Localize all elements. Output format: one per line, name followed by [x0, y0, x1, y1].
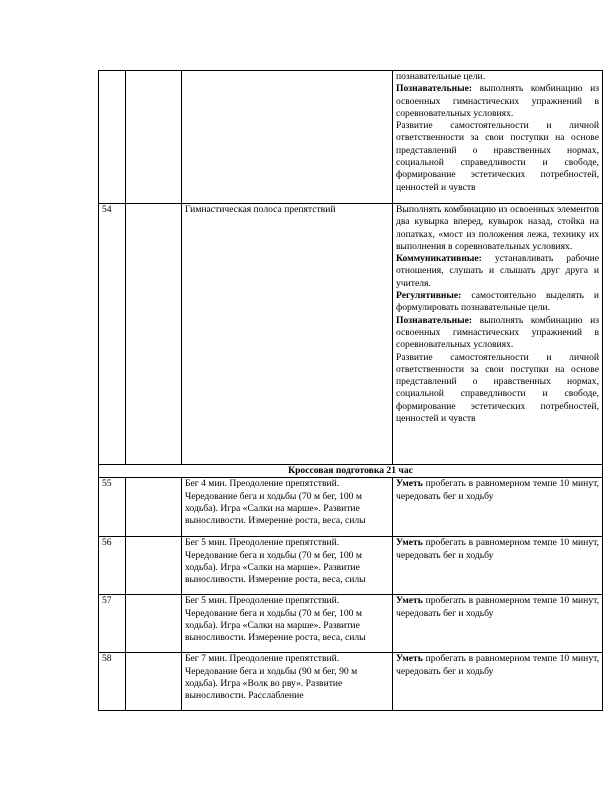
outcomes-cell: [393, 478, 603, 537]
skill-text: пробегать в равномерном темпе 10 минут, чередовать бег и ходьбу: [396, 595, 599, 619]
activity-cell: Гимнастическая полоса препятствий: [182, 204, 393, 465]
table-row-54: [99, 204, 603, 465]
outcomes-cell: [393, 71, 603, 204]
date-cell: [126, 595, 182, 653]
table-row-55: [99, 478, 603, 537]
outcome-personal: Развитие самостоятельности и личной ответственности за свои поступки на основе представлений о нравственных нормах, социальной справедливости и свободе, формирование эстетических потребностей, ценностей и чувств: [396, 120, 599, 193]
outcome-text: познавательные цели.: [396, 71, 486, 82]
communicative-label: Коммуникативные:: [396, 253, 482, 265]
date-cell: [126, 478, 182, 537]
lesson-number-cell: 55: [99, 478, 126, 537]
cognitive-text: выполнять комбинацию из освоенных гимнастических упражнений в соревновательных условиях.: [396, 314, 600, 351]
lesson-number-cell: 56: [99, 537, 126, 595]
outcomes-cell: [393, 537, 603, 595]
outcome-regulative: [396, 290, 599, 315]
skill-label: Уметь: [396, 653, 423, 665]
section-header-row: [99, 465, 603, 478]
outcome-personal: Развитие самостоятельности и личной ответственности за свои поступки на основе представлений о нравственных нормах, социальной справедливости и свободе, формирование эстетических потребностей, ценностей и чувств: [396, 351, 599, 425]
date-cell: [126, 71, 182, 204]
lesson-number-cell: [99, 71, 126, 204]
skill-label: Уметь: [396, 478, 423, 490]
outcome-intro: Выполнять комбинацию из освоенных элементов два кувырка вперед, кувырок назад, стойка на лопатках, «мост из положения лежа, технику их выполнения в соревновательных условиях.: [396, 204, 599, 252]
skill-text: пробегать в равномерном темпе 10 минут, чередовать бег и ходьбу: [396, 537, 599, 561]
date-cell: [126, 204, 182, 465]
table-row-continued: [99, 71, 603, 204]
outcome-cognitive: [396, 83, 599, 120]
outcomes-cell: [393, 595, 603, 653]
regulative-text: самостоятельно выделять и формулировать познавательные цели.: [396, 290, 600, 314]
activity-cell: Бег 7 мин. Преодоление препятствий. Чередование бега и ходьбы (90 м бег, 90 м ходьба). Игра «Волк во рву». Развитие выносливости. Расслабление: [182, 653, 393, 711]
activity-cell: Бег 4 мин. Преодоление препятствий. Чередование бега и ходьбы (70 м бег, 100 м ходьба). Игра «Салки на марше». Развитие выносливости. Измерение роста, веса, силы: [182, 478, 393, 537]
outcomes-cell: [393, 204, 603, 465]
outcome-communicative: [396, 253, 599, 290]
communicative-text: устанавливать рабочие отношения, слушать и слышать друг друга и учителя.: [396, 253, 599, 289]
activity-cell: Бег 5 мин. Преодоление препятствий. Чередование бега и ходьбы (70 м бег, 100 м ходьба). Игра «Салки на марше». Развитие выносливости. Измерение роста, веса, силы: [182, 595, 393, 653]
skill-label: Уметь: [396, 595, 423, 607]
skill-text: пробегать в равномерном темпе 10 минут, чередовать бег и ходьбу: [396, 653, 599, 677]
table-row-56: [99, 537, 603, 595]
cognitive-label: Познавательные:: [396, 314, 473, 326]
date-cell: [126, 537, 182, 595]
lesson-number-cell: 57: [99, 595, 126, 653]
outcomes-cell: [393, 653, 603, 711]
outcome-cognitive: [396, 315, 599, 352]
skill-label: Уметь: [396, 537, 423, 549]
lesson-number-cell: 54: [99, 204, 126, 465]
lesson-plan-table: [98, 70, 603, 711]
table-row-58: [99, 653, 603, 711]
table-row-57: [99, 595, 603, 653]
regulative-label: Регулятивные:: [396, 290, 462, 302]
skill-text: пробегать в равномерном темпе 10 минут, чередовать бег и ходьбу: [396, 478, 599, 502]
date-cell: [126, 653, 182, 711]
activity-cell: [182, 71, 393, 204]
cognitive-label: Познавательные:: [396, 83, 473, 95]
cognitive-text: выполнять комбинацию из освоенных гимнастических упражнений в соревновательных условиях.: [396, 83, 600, 119]
activity-cell: Бег 5 мин. Преодоление препятствий. Чередование бега и ходьбы (70 м бег, 100 м ходьба). Игра «Салки на марше». Развитие выносливости. Измерение роста, веса, силы: [182, 537, 393, 595]
lesson-number-cell: 58: [99, 653, 126, 711]
section-title: Кроссовая подготовка 21 час: [99, 465, 603, 478]
